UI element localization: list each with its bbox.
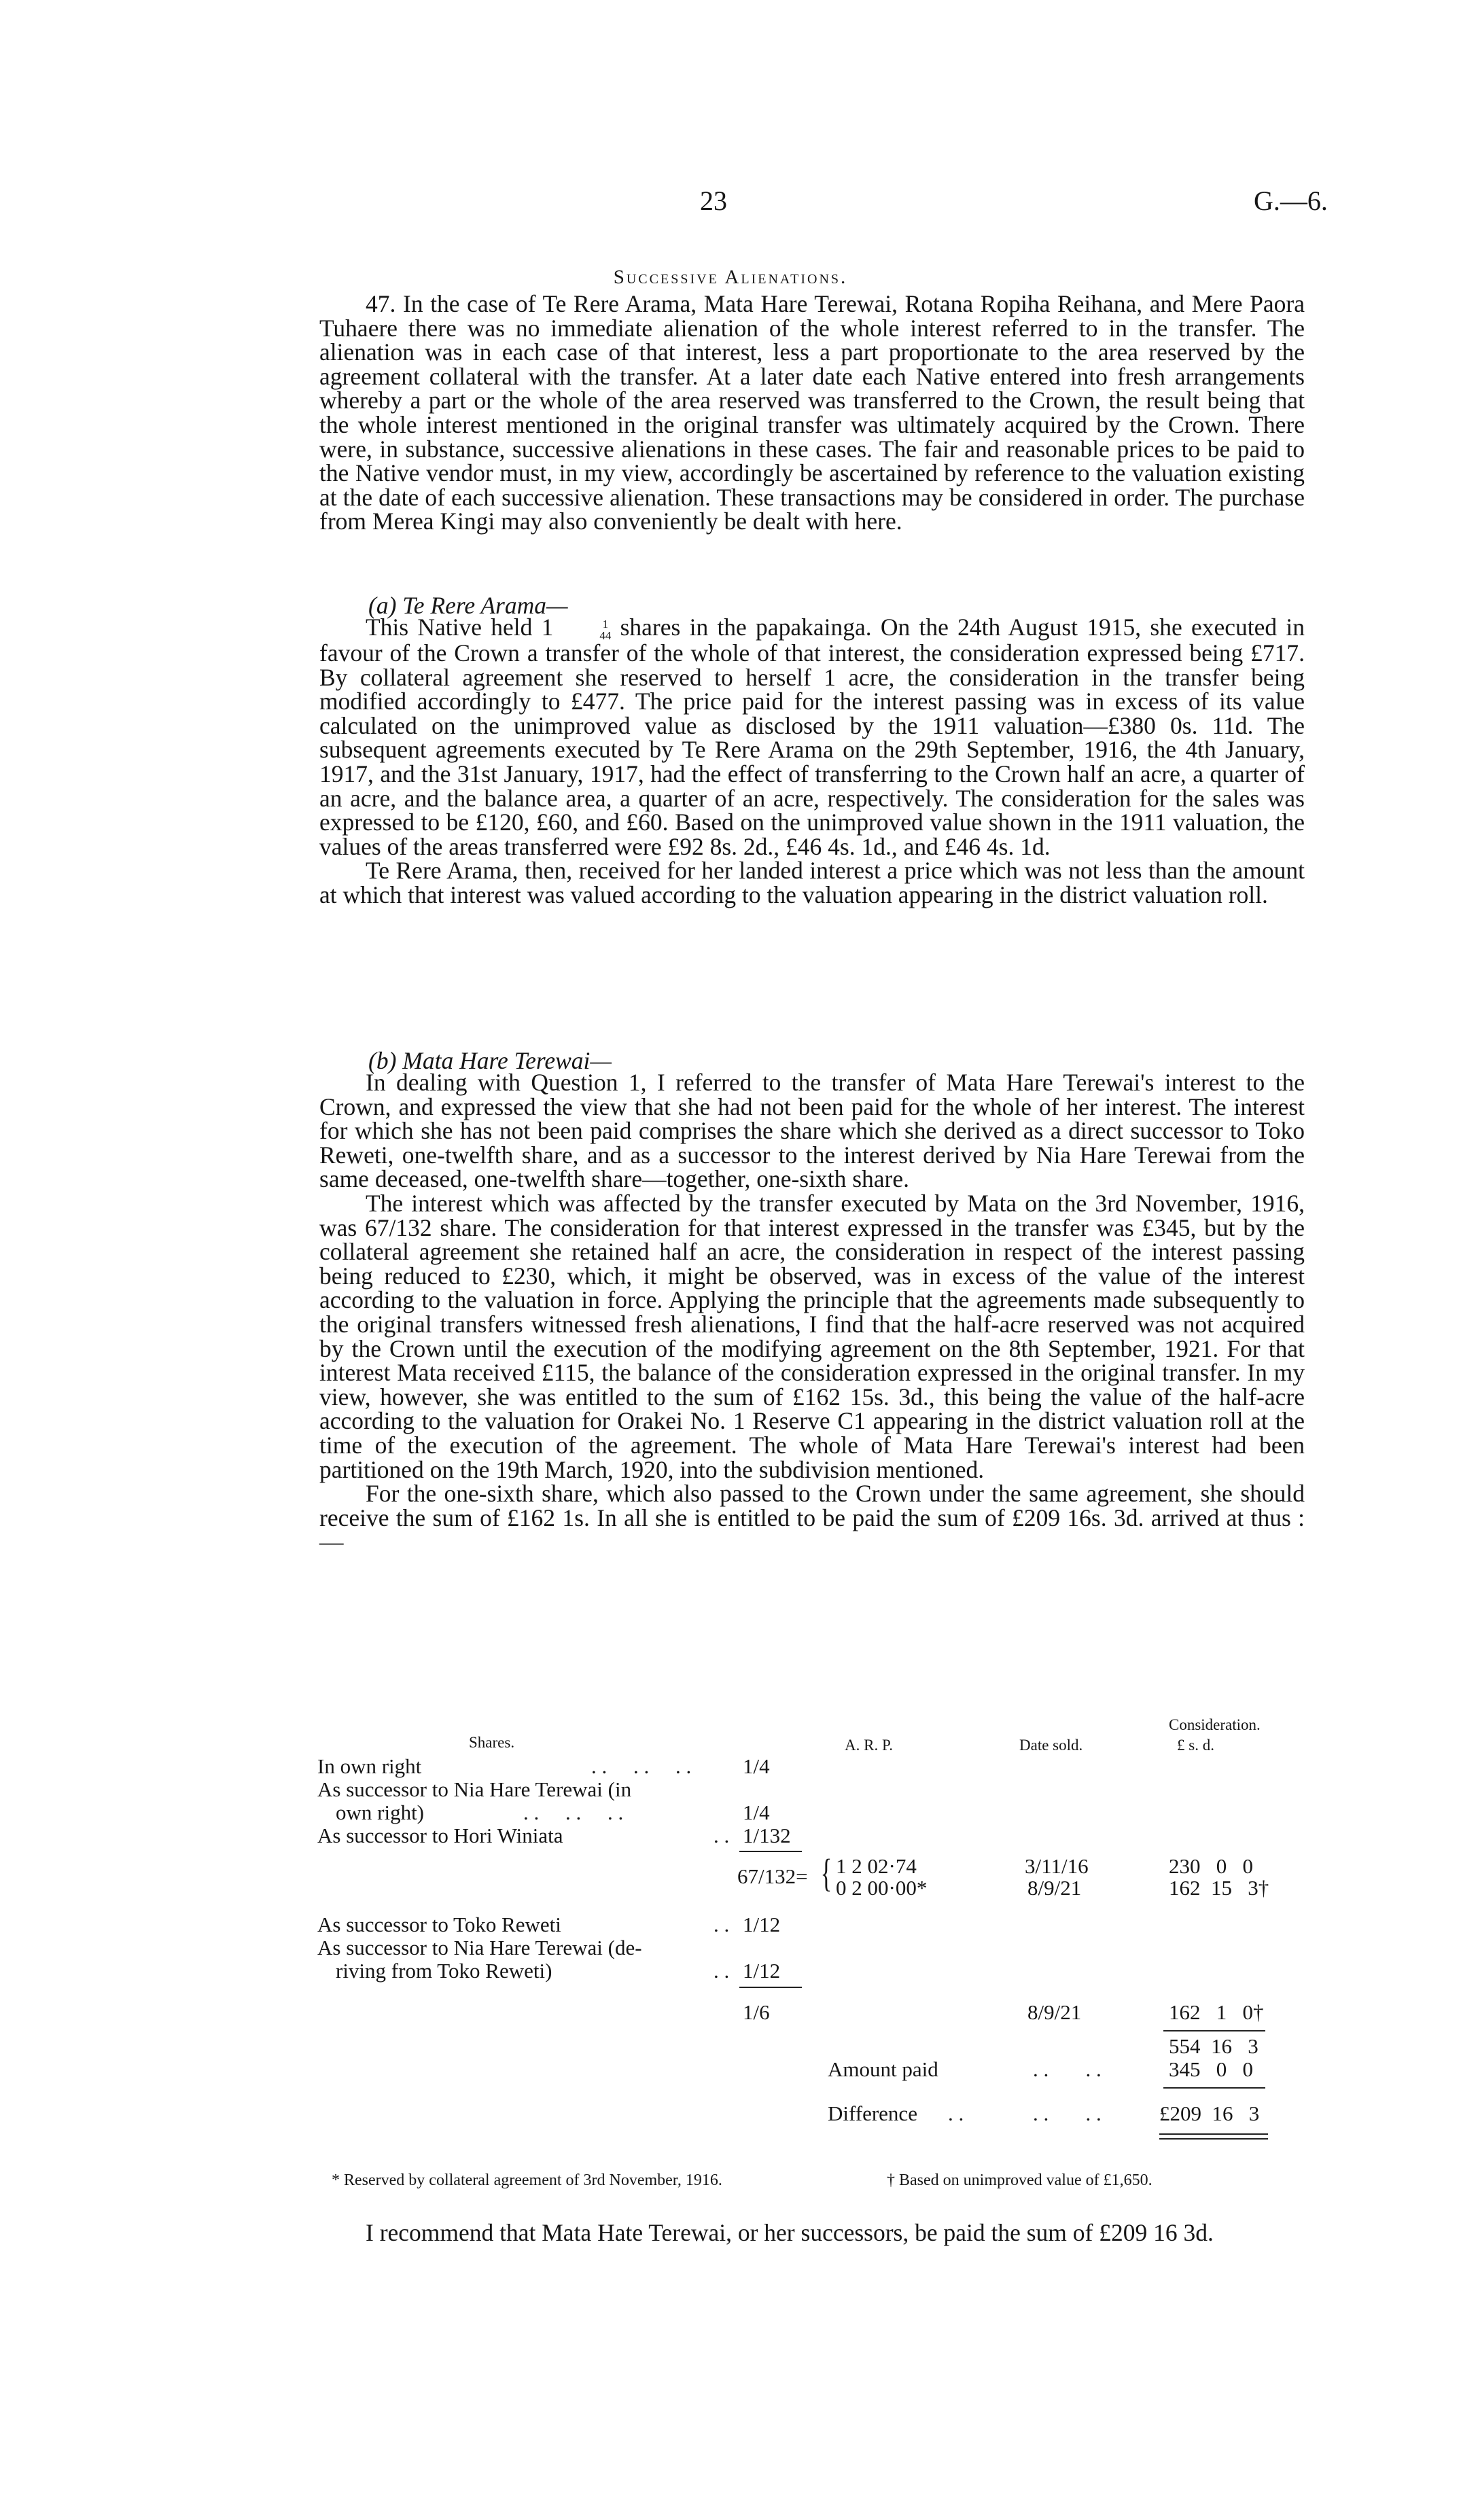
fraction-one-forty-fourth	[553, 618, 611, 641]
amount-paid: 345 0 0	[1169, 2057, 1253, 2081]
section-a-p1-start: This Native held 1	[366, 614, 554, 641]
consideration-1: 230 0 0	[1169, 1854, 1253, 1878]
section-a-paragraph-1	[319, 616, 1305, 859]
row-total-67-132: 67/132=	[737, 1864, 808, 1888]
leader-dots: . .	[714, 1913, 730, 1936]
row-hori: As successor to Hori Winiata	[317, 1824, 563, 1847]
leader-dots: . .	[948, 2101, 964, 2125]
column-header-lsd: £ s. d.	[1177, 1737, 1214, 1754]
leader-dots: . . . .	[1033, 2057, 1102, 2081]
section-b-body	[319, 1071, 1305, 1555]
section-a-heading: (a) Te Rere Arama—	[368, 592, 568, 619]
column-header-arp: A. R. P.	[845, 1737, 893, 1754]
section-b-paragraph-3: For the one-sixth share, which also passed to the Crown under the same agreement, she should receive the sum of £162 1s. In all she is entitled to be paid the sum of £209 16s. 3d. arrived at thus :—	[319, 1480, 1305, 1556]
consideration-3: 162 1 0†	[1169, 2000, 1264, 2024]
footnote-dagger: † Based on unimproved value of £1,650.	[887, 2171, 1152, 2189]
date-sold-1: 3/11/16	[1025, 1854, 1089, 1878]
row-total-1-6: 1/6	[743, 2000, 770, 2024]
page-number: 23	[700, 185, 727, 216]
row-own-right-share: 1/4	[743, 1754, 770, 1778]
column-header-date: Date sold.	[1019, 1737, 1083, 1754]
section-a-paragraph-2: Te Rere Arama, then, received for her landed interest a price which was not less than the amount at which that interest was valued according to the valuation appearing in the district valuation roll.	[319, 857, 1305, 908]
sum-rule	[1163, 2030, 1265, 2031]
row-hori-share: 1/132	[743, 1824, 791, 1847]
recommendation: I recommend that Mata Hate Terewai, or her successors, be paid the sum of £209 16 3d.	[366, 2219, 1214, 2246]
row-nia2-share: 1/12	[743, 1959, 781, 1983]
row-toko-share: 1/12	[743, 1913, 781, 1936]
document-reference: G.—6.	[1254, 185, 1328, 216]
column-header-consideration: Consideration.	[1169, 1716, 1261, 1733]
difference-rule	[1163, 2087, 1265, 2089]
date-sold-3: 8/9/21	[1027, 2000, 1082, 2024]
double-rule-bottom	[1159, 2138, 1268, 2140]
fraction-denominator: 44	[599, 629, 612, 642]
leader-dots: . .	[714, 1824, 730, 1847]
brace: {	[820, 1851, 832, 1895]
row-nia2-line2: riving from Toko Reweti)	[336, 1959, 552, 1983]
subtotal-rule-1	[739, 1851, 802, 1852]
row-nia1-share: 1/4	[743, 1800, 770, 1824]
leader-dots: . . . .	[1033, 2101, 1102, 2125]
column-header-shares: Shares.	[469, 1734, 515, 1751]
section-b-paragraph-2: The interest which was affected by the transfer executed by Mata on the 3rd November, 1916, was 67/132 share. The consideration for that interest expressed in the transfer was £345, but by the collateral agreement she retained half an acre, the consideration in respect of the interest passing being reduced to £230, which, it might be observed, was in excess of the value of the interest according to the valuation in force. Applying the principle that the agreements made subsequently to the original transfers witnessed fresh alienations, I find that the half-acre reserved was not acquired by the Crown until the execution of the modifying agreement on the 8th September, 1921. For that interest Mata received £115, the balance of the consideration expressed in the original transfer. In my view, however, she was entitled to the sum of £162 15s. 3d., this being the value of the half-acre according to the valuation for Orakei No. 1 Reserve C1 appearing in the district valuation roll at the time of the execution of the agreement. The whole of Mata Hare Terewai's interest had been partitioned on the 19th March, 1920, into the subdivision mentioned.	[319, 1189, 1305, 1483]
leader-dots: . . . . . .	[591, 1754, 692, 1778]
consideration-sum: 554 16 3	[1169, 2034, 1258, 2058]
arp-1: 1 2 02·74	[836, 1854, 917, 1878]
row-nia1-line2: own right)	[336, 1800, 425, 1824]
consideration-2: 162 15 3†	[1169, 1876, 1269, 1900]
arp-2: 0 2 00·00*	[836, 1876, 928, 1900]
section-title: Successive Alienations.	[613, 266, 848, 288]
section-b-paragraph-1: In dealing with Question 1, I referred to the transfer of Mata Hare Terewai's interest to the Crown, and expressed the view that she had not been paid for the whole of her interest. The interest for which she has not been paid comprises the share which she derived as a direct successor to Toko Reweti, one-twelfth share, and as a successor to the interest derived by Nia Hare Terewai from the same deceased, one-twelfth share—together, one-sixth share.	[319, 1069, 1305, 1193]
subtotal-rule-2	[739, 1987, 802, 1988]
difference: £209 16 3	[1159, 2101, 1260, 2125]
intro-paragraph: 47. In the case of Te Rere Arama, Mata Hare Terewai, Rotana Ropiha Reihana, and Mere Paora Tuhaere there was no immediate alienation of the whole interest referred to in the transfer. The alienation was in each case of that interest, less a part proportionate to the area reserved by the agreement collateral with the transfer. At a later date each Native entered into fresh arrangements whereby a part or the whole of the area reserved was transferred to the Crown, the result being that the whole interest mentioned in the original transfer was ultimately acquired by the Crown. There were, in substance, successive alienations in these cases. The fair and reasonable prices to be paid to the Native vendor must, in my view, accordingly be ascertained by reference to the valuation existing at the date of each successive alienation. These transactions may be considered in order. The purchase from Merea Kingi may also conveniently be dealt with here.	[319, 290, 1305, 535]
row-toko: As successor to Toko Reweti	[317, 1913, 561, 1936]
leader-dots: . .	[714, 1959, 730, 1983]
double-rule-top	[1159, 2133, 1268, 2135]
section-b-heading: (b) Mata Hare Terewai—	[368, 1047, 612, 1074]
amount-paid-label: Amount paid	[828, 2057, 938, 2081]
row-nia1-line1: As successor to Nia Hare Terewai (in	[317, 1777, 632, 1801]
row-nia2-line1: As successor to Nia Hare Terewai (de-	[317, 1936, 642, 1959]
fraction-numerator: 1	[602, 618, 609, 631]
footnote-star: * Reserved by collateral agreement of 3rd November, 1916.	[332, 2171, 722, 2189]
date-sold-2: 8/9/21	[1027, 1876, 1082, 1900]
section-a-p1-rest: shares in the papakainga. On the 24th August 1915, she executed in favour of the Crown a transfer of the whole of that interest, the consideration expressed being £717. By collateral agreement she reserved to herself 1 acre, the consideration in the transfer being modified accordingly to £477. The price paid for the interest passing was in excess of its value calculated on the unimproved value as disclosed by the 1911 valuation—£380 0s. 11d. The subsequent agreements executed by Te Rere Arama on the 29th September, 1916, the 4th January, 1917, and the 31st January, 1917, had the effect of transferring to the Crown half an acre, a quarter of an acre, and the balance area, a quarter of an acre, respectively. The consideration for the sales was expressed to be £120, £60, and £60. Based on the unimproved value shown in the 1911 valuation, the values of the areas transferred were £92 8s. 2d., £46 4s. 1d., and £46 4s. 1d.	[319, 614, 1305, 860]
section-a-body	[319, 616, 1305, 908]
difference-label: Difference	[828, 2101, 917, 2125]
leader-dots: . . . . . .	[523, 1800, 624, 1824]
row-own-right: In own right	[317, 1754, 422, 1778]
